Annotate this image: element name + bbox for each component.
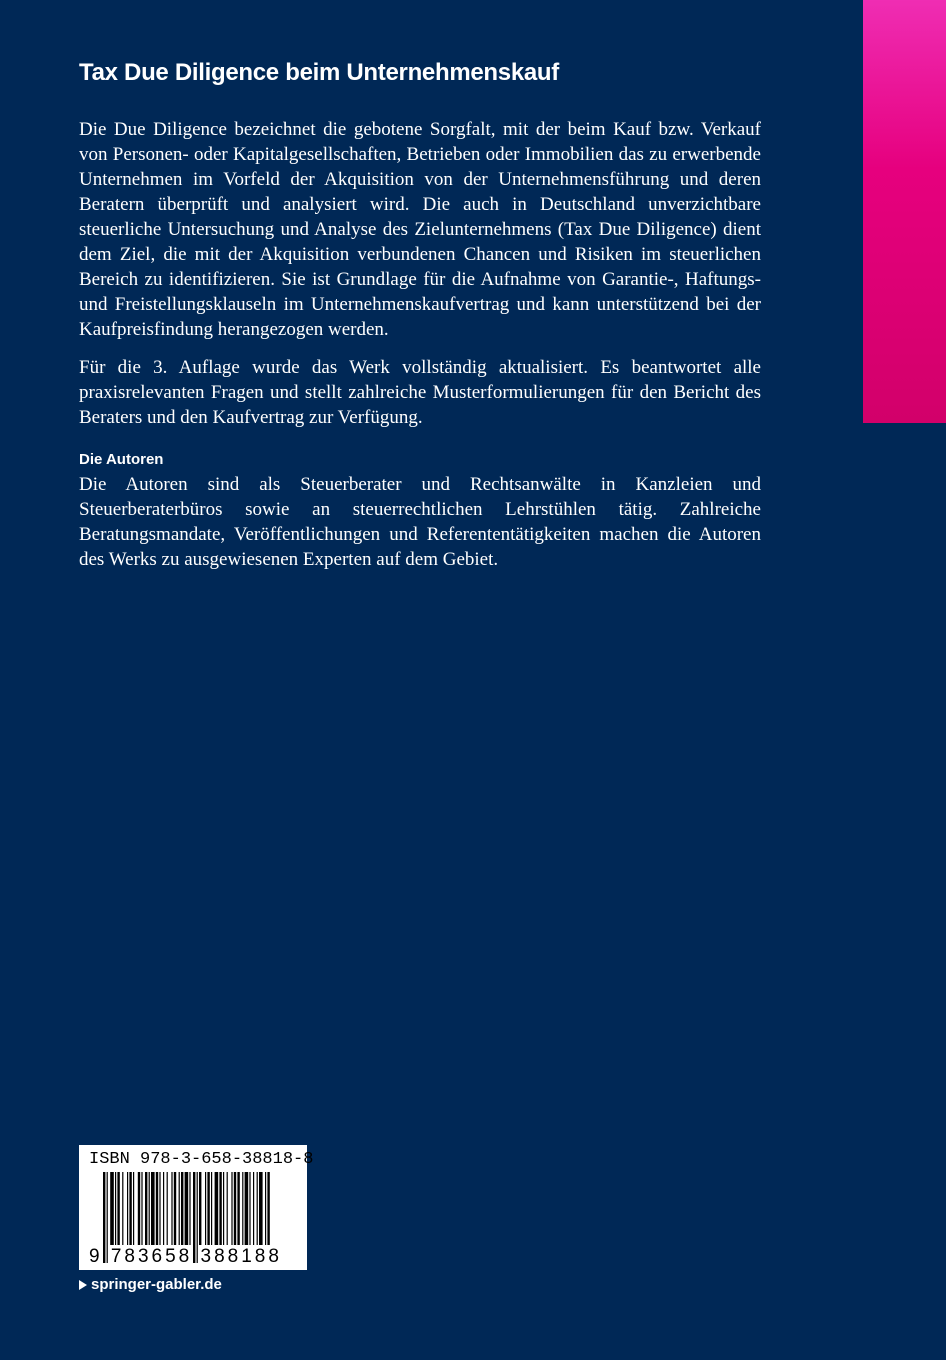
barcode-bar <box>181 1172 183 1245</box>
publisher-url: springer-gabler.de <box>91 1276 222 1293</box>
edition-paragraph: Für die 3. Auflage wurde das Werk vollständig aktualisiert. Es beantwortet alle praxisrelevanten Fragen und stellt zahlreiche Musterformulierungen für den Bericht des Beraters und den Kaufvertrag zur Verfügung. <box>79 357 761 428</box>
barcode-bar <box>174 1172 176 1245</box>
barcode-bar <box>227 1172 228 1245</box>
isbn-barcode <box>79 1145 314 1270</box>
barcode-bar <box>257 1172 258 1245</box>
barcode-bar <box>249 1172 250 1245</box>
barcode-bar <box>127 1172 128 1245</box>
barcode-bar <box>129 1172 131 1245</box>
barcode-bar <box>138 1172 140 1245</box>
barcode-bar <box>234 1172 236 1245</box>
arrow-right-icon <box>79 1280 87 1290</box>
barcode-bar <box>171 1172 172 1245</box>
barcode-bar <box>242 1172 243 1245</box>
barcode-bar <box>259 1172 263 1245</box>
barcode-bar <box>253 1172 254 1245</box>
barcode-bar <box>117 1172 119 1245</box>
barcode-bar <box>237 1172 239 1245</box>
barcode-bar <box>207 1172 209 1245</box>
barcode-bar <box>167 1172 168 1245</box>
barcode-bar <box>199 1172 201 1245</box>
isbn-label: ISBN 978-3-658-38818-8 <box>89 1150 314 1169</box>
barcode-bar <box>245 1172 249 1245</box>
barcode-bar <box>122 1172 123 1245</box>
barcode-bar <box>211 1172 212 1245</box>
barcode-bar <box>145 1172 147 1245</box>
barcode-bar <box>267 1172 269 1245</box>
book-title: Tax Due Diligence beim Unternehmenskauf <box>79 59 559 86</box>
barcode-bar <box>159 1172 160 1245</box>
barcode-bar <box>231 1172 232 1245</box>
barcode-bar <box>133 1172 134 1245</box>
barcode-bar <box>151 1172 155 1245</box>
barcode-bar <box>156 1172 158 1245</box>
barcode-bar <box>185 1172 189 1245</box>
barcode-bar <box>189 1172 190 1245</box>
authors-paragraph: Die Autoren sind als Steuerberater und Rechtsanwälte in Kanzleien und Steuerberaterbüros sowie an steuerrechtlichen Lehrstühlen tätig. Zahlreiche Beratungsmandate, Veröffentlichungen und Referententätigkeiten machen die Autoren des Werks zu ausgewiesenen Experten auf dem Gebiet. <box>79 474 761 570</box>
barcode-bar <box>205 1172 206 1245</box>
barcode-bar <box>115 1172 116 1245</box>
barcode-bar <box>110 1172 114 1245</box>
barcode-bar <box>215 1172 219 1245</box>
barcode-bar <box>219 1172 221 1245</box>
publisher-link[interactable] <box>79 1275 222 1295</box>
barcode-digits: 9 783658 388188 <box>89 1246 282 1267</box>
magenta-accent-bar <box>863 0 946 423</box>
barcode-bar <box>223 1172 224 1245</box>
barcode-bar <box>265 1172 266 1245</box>
barcode-bar <box>163 1172 164 1245</box>
barcode-bar <box>149 1172 150 1245</box>
description-paragraph: Die Due Diligence bezeichnet die gebotene Sorgfalt, mit der beim Kauf bzw. Verkauf von Personen- oder Kapitalgesellschaften, Betrieben oder Immobilien das zu erwerbende Unternehmen im Vorfeld der Akquisition von der Unternehmensführung und deren Beratern überprüft und analysiert wird. Die auch in Deutschland unverzichtbare steuerliche Untersuchung und Analyse des Zielunternehmens (Tax Due Diligence) dient dem Ziel, die mit der Akquisition verbundenen Chancen und Risiken im steuerlichen Bereich zu identifizieren. Sie ist Grundlage für die Aufnahme von Garantie-, Haftungs- und Freistellungsklauseln im Unternehmenskaufvertrag und kann unterstützend bei der Kaufpreisfindung herangezogen werden. <box>79 119 761 340</box>
barcode-bar <box>179 1172 180 1245</box>
barcode-bar <box>141 1172 142 1245</box>
authors-heading: Die Autoren <box>79 451 164 468</box>
